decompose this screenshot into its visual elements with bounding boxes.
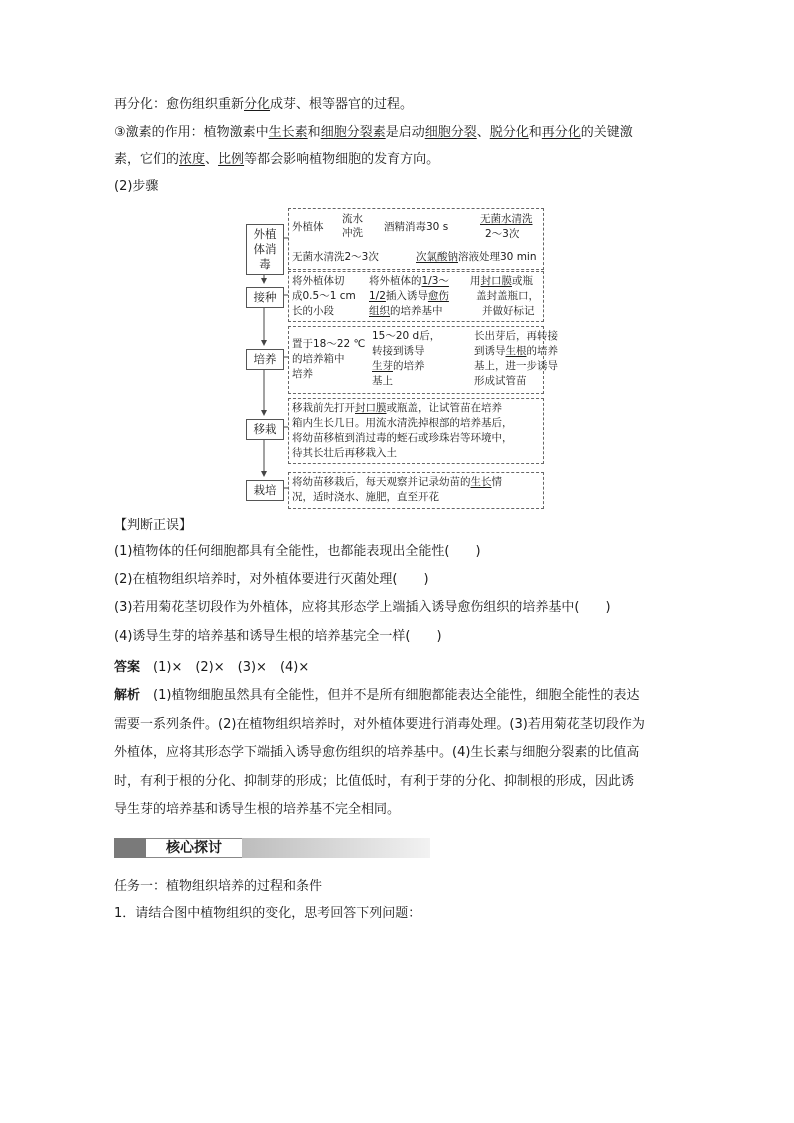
paragraph-redifferentiation: 再分化：愈伤组织重新分化成芽、根等器官的过程。 [114,97,414,112]
term-concentration: 浓度 [179,152,206,167]
text-cut-line2: 成0.5～1 cm [292,290,356,302]
section-title: 核心探讨 [146,838,242,858]
judge-question-3: (3)若用菊花茎切段作为外植体，应将其形态学上端插入诱导愈伤组织的培养基中( ) [114,600,611,615]
text-alcohol: 酒精消毒30 s [384,221,449,233]
stage-transplant: 移栽 [246,419,284,440]
term-differentiation: 分化 [244,97,271,112]
text-transfer-line1: 15～20 d后， [372,330,441,342]
text-sterile-wash: 无菌水清洗 [480,213,533,225]
text-root-line2: 到诱导生根的培养 [474,345,558,357]
text-insert-line2: 1/2插入诱导愈伤 [369,290,449,302]
answer-line [114,659,309,677]
text-seal-line1: 用封口膜或瓶 [470,275,533,287]
text-seal-line2: 盖封盖瓶口， [476,290,539,302]
text-transplant-line1: 移栽前先打开封口膜或瓶盖，让试管苗在培养 [292,402,502,414]
answer-label: 答案 [114,660,141,675]
analysis-line3: 外植体，应将其形态学下端插入诱导愈伤组织的培养基中。(4)生长素与细胞分裂素的比值高 [114,745,640,760]
section-bar-gradient [242,838,430,858]
task1-heading: 任务一：植物组织培养的过程和条件 [114,879,323,894]
text-sterile-wash-2: 无菌水清洗2～3次 [292,251,379,263]
paragraph-hormone-line2: 素，它们的浓度、比例等都会影响植物细胞的发育方向。 [114,152,440,167]
text-hypochlorite: 次氯酸钠溶液处理30 min [416,251,537,263]
stage-culture: 培养 [246,349,284,370]
term-redifferentiation: 再分化 [541,125,581,140]
text-times: 2～3次 [485,228,520,240]
text-explant: 外植体 [292,221,324,233]
text-transfer-line3: 生芽的培养 [372,360,425,372]
text-seal-line3: 并做好标记 [482,305,535,317]
text-flowing-water: 流水冲洗 [342,213,363,239]
steps-heading: (2)步骤 [114,179,159,194]
text-cut-line3: 长的小段 [292,305,334,317]
text-place-line3: 培养 [292,368,313,380]
stage-cultivation: 栽培 [246,480,284,501]
text-insert-line3: 组织的培养基中 [369,305,443,317]
text-cultivate-line1: 将幼苗移栽后，每天观察并记录幼苗的生长情 [292,476,502,488]
text-transplant-line4: 待其长壮后再移栽入土 [292,447,397,459]
paragraph-hormone-line1: ③激素的作用：植物激素中生长素和细胞分裂素是启动细胞分裂、脱分化和再分化的关键激 [114,125,633,140]
text-transplant-line2: 箱内生长几日。用流水清洗掉根部的培养基后， [292,417,513,429]
text-transfer-line4: 基上 [372,375,393,387]
text-cultivate-line2: 况，适时浇水、施肥，直至开花 [292,491,439,503]
analysis-line4: 时，有利于根的分化、抑制芽的形成；比值低时，有利于芽的分化、抑制根的形成，因此诱 [114,774,635,789]
analysis-label: 解析 [114,688,141,703]
text-root-line1: 长出芽后，再转接 [474,330,558,342]
term-ratio: 比例 [218,152,245,167]
stage-disinfection: 外植体消毒 [246,224,284,275]
term-cell-division: 细胞分裂 [424,125,477,140]
text-root-line3: 基上，进一步诱导 [474,360,558,372]
term-auxin: 生长素 [268,125,308,140]
term-dedifferentiation: 脱分化 [489,125,529,140]
text-insert-line1: 将外植体的1/3～ [369,275,449,287]
analysis-line5: 导生芽的培养基和诱导生根的培养基不完全相同。 [114,802,401,817]
answer-text: (1)× (2)× (3)× (4)× [153,660,310,675]
judge-question-2: (2)在植物组织培养时，对外植体要进行灭菌处理( ) [114,572,429,587]
task1-question-1: 1．请结合图中植物组织的变化，思考回答下列问题： [114,906,422,921]
text-place-line1: 置于18～22 ℃ [292,338,366,350]
judge-question-4: (4)诱导生芽的培养基和诱导生根的培养基完全一样( ) [114,629,442,644]
text-transfer-line2: 转接到诱导 [372,345,425,357]
section-bar-dark [114,838,146,858]
term-cytokinin: 细胞分裂素 [320,125,386,140]
text-place-line2: 的培养箱中 [292,353,345,365]
analysis-line2: 需要一系列条件。(2)在植物组织培养时，对外植体要进行消毒处理。(3)若用菊花茎切段作为 [114,717,645,732]
text-root-line4: 形成试管苗 [474,375,527,387]
text-cut-line1: 将外植体切 [292,275,345,287]
judge-title: 【判断正误】 [114,518,193,533]
text-transplant-line3: 将幼苗移植到消过毒的蛭石或珍珠岩等环境中， [292,432,513,444]
judge-question-1: (1)植物体的任何细胞都具有全能性，也都能表现出全能性( ) [114,544,481,559]
analysis-line1: 解析 (1)植物细胞虽然具有全能性，但并不是所有细胞都能表达全能性，细胞全能性的表达 [114,688,640,703]
stage-inoculation: 接种 [246,287,284,308]
